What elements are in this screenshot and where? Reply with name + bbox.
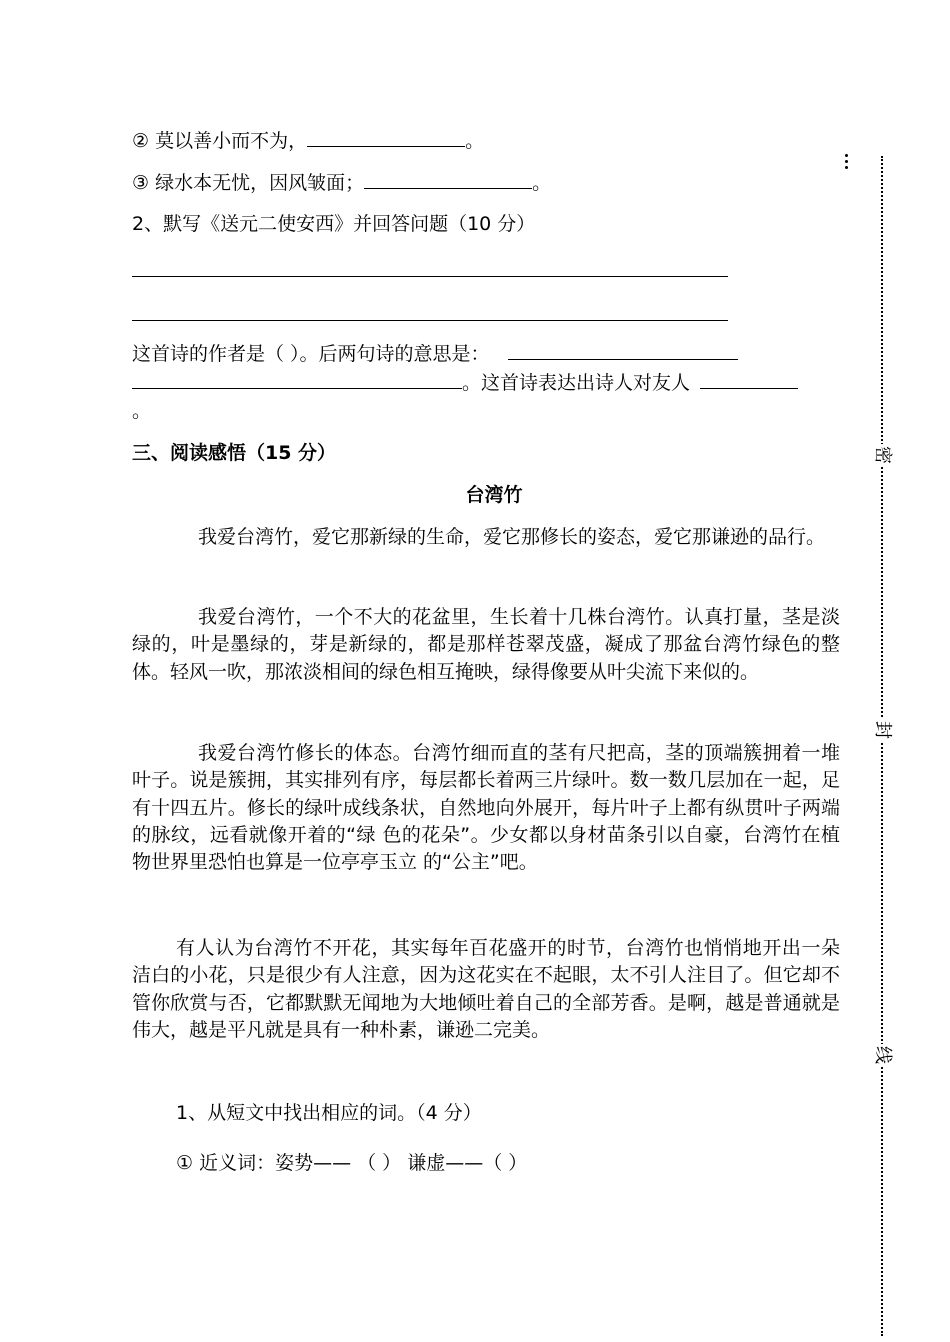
answer-line-1[interactable] — [132, 276, 728, 277]
reading-question-1-item-1: ① 近义词：姿势—— （ ） 谦虚——（ ） — [176, 1152, 528, 1174]
answer-blank[interactable] — [364, 170, 532, 189]
reading-question-1-heading: 1、从短文中找出相应的词。（4 分） — [176, 1102, 482, 1124]
question-item-3-end: 。 — [532, 172, 552, 194]
binding-dotted-line — [881, 156, 883, 1336]
passage-title: 台湾竹 — [465, 484, 523, 506]
question-item-2 — [132, 128, 484, 153]
section-3-heading: 三、阅读感悟（15 分） — [132, 442, 337, 464]
answer-blank[interactable] — [700, 370, 798, 389]
answer-blank[interactable] — [508, 341, 738, 360]
answer-line-2[interactable] — [132, 320, 728, 321]
binding-char-mi: 密 — [872, 446, 893, 464]
passage-paragraph-4: 有人认为台湾竹不开花，其实每年百花盛开的时节，台湾竹也悄悄地开出一朵洁白的小花，只是很少有人注意，因为这花实在不起眼，太不引人注目了。但它却不管你欣赏与否，它都默默无闻地为大地倾吐着自己的全部芳香。是啊，越是普通就是伟大，越是平凡就是具有一种朴素，谦逊二完美。 — [132, 937, 840, 1041]
question-2-meaning-line — [132, 370, 798, 395]
question-2-end-mark: 。 — [132, 400, 152, 422]
question-item-3 — [132, 170, 551, 195]
binding-char-feng: 封 — [872, 721, 893, 739]
question-2-feeling-text: 。这首诗表达出诗人对友人 — [462, 372, 691, 394]
question-2-author-text: 这首诗的作者是（ ）。后两句诗的意思是： — [132, 343, 490, 365]
binding-char-xian: 线 — [872, 1046, 893, 1064]
question-2-heading: 2、默写《送元二使安西》并回答问题（10 分） — [132, 213, 536, 235]
question-item-2-text: ② 莫以善小而不为， — [132, 130, 308, 152]
question-item-2-end: 。 — [465, 130, 485, 152]
answer-blank[interactable] — [132, 370, 462, 389]
answer-blank[interactable] — [307, 128, 465, 147]
margin-dots — [845, 154, 851, 172]
question-2-author-line — [132, 341, 738, 366]
passage-paragraph-2: 我爱台湾竹，一个不大的花盆里，生长着十几株台湾竹。认真打量，茎是淡绿的，叶是墨绿的，芽是新绿的，都是那样苍翠茂盛，凝成了那盆台湾竹绿色的整体。轻风一吹，那浓淡相间的绿色相互掩映，绿得像要从叶尖流下来似的。 — [132, 606, 840, 683]
passage-paragraph-3: 我爱台湾竹修长的体态。台湾竹细而直的茎有尺把高，茎的顶端簇拥着一堆叶子。说是簇拥，其实排列有序，每层都长着两三片绿叶。数一数几层加在一起，足有十四五片。修长的绿叶成线条状，自然地向外展开，每片叶子上都有纵贯叶子两端的脉纹，远看就像开着的“绿 色的花朵”。少女都以身材苗条引以自豪，台湾竹在植物世界里恐怕也算是一位亭亭玉立 的“公主”吧。 — [132, 742, 840, 874]
passage-paragraph-1: 我爱台湾竹，爱它那新绿的生命，爱它那修长的姿态，爱它那谦逊的品行。 — [198, 526, 826, 548]
question-item-3-text: ③ 绿水本无忧，因风皱面； — [132, 172, 365, 194]
